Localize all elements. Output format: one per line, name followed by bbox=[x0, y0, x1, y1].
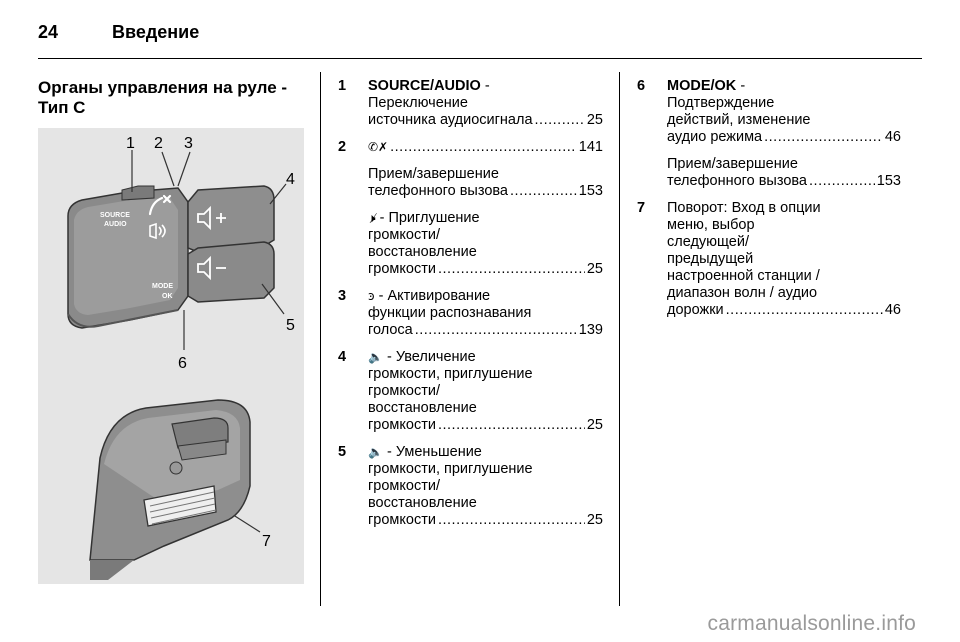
entry-line: громкости/ bbox=[368, 478, 440, 494]
entry-line: меню, выбор bbox=[667, 217, 755, 233]
page-link[interactable]: 25 bbox=[586, 512, 603, 528]
column-divider-1 bbox=[320, 72, 321, 606]
entry-paragraph bbox=[368, 210, 603, 278]
ref-text: громкости bbox=[368, 512, 436, 528]
entry-line: громкости, приглушение bbox=[368, 461, 533, 477]
page-link[interactable]: 153 bbox=[876, 173, 901, 189]
entry-paragraph bbox=[667, 200, 901, 319]
page-link[interactable]: 153 bbox=[578, 183, 603, 199]
page-reference bbox=[368, 322, 603, 339]
header-rule bbox=[38, 58, 922, 59]
page-reference bbox=[368, 112, 603, 129]
ref-text: источника аудиосигнала bbox=[368, 112, 533, 128]
callout-1: 1 bbox=[126, 135, 135, 152]
entry-line: Переключение bbox=[368, 95, 468, 111]
mute-icon: 🕨̸ bbox=[368, 211, 376, 225]
entry-line: Прием/завершение bbox=[368, 166, 499, 182]
steering-controls-illustration bbox=[38, 128, 304, 584]
watermark: carmanualsonline.info bbox=[707, 612, 916, 635]
voice-icon: ꜿ bbox=[368, 289, 375, 303]
entry-line: Поворот: Вход в опции bbox=[667, 200, 821, 216]
callout-3: 3 bbox=[184, 135, 193, 152]
entry-paragraph bbox=[368, 444, 603, 529]
ref-text: громкости bbox=[368, 261, 436, 277]
entry-line: восстановление bbox=[368, 495, 477, 511]
volume-up-icon: 🔈 bbox=[368, 350, 383, 364]
page-reference bbox=[667, 302, 901, 319]
control-entry-2 bbox=[338, 139, 603, 278]
entry-line: - bbox=[484, 78, 490, 94]
entry-line: - Увеличение bbox=[386, 349, 476, 365]
section-title: Органы управления на руле - Тип C bbox=[38, 78, 288, 117]
entry-paragraph bbox=[667, 156, 901, 190]
entry-title: SOURCE/AUDIO bbox=[368, 78, 481, 94]
entry-paragraph bbox=[368, 288, 603, 339]
ref-text: аудио режима bbox=[667, 129, 763, 145]
entry-number: 5 bbox=[338, 444, 347, 460]
control-entry-4 bbox=[338, 349, 603, 434]
page-link[interactable]: 25 bbox=[586, 261, 603, 277]
page-link[interactable]: 141 bbox=[578, 139, 603, 155]
entry-line: следующей/ bbox=[667, 234, 750, 250]
entry-line: Прием/завершение bbox=[667, 156, 798, 172]
entry-line: - Приглушение bbox=[379, 210, 480, 226]
entry-line: функции распознавания bbox=[368, 305, 532, 321]
entry-title: MODE/OK bbox=[667, 78, 737, 94]
entry-paragraph bbox=[368, 78, 603, 129]
entry-line: Подтверждение bbox=[667, 95, 775, 111]
ref-text: голоса bbox=[368, 322, 413, 338]
control-entry-1 bbox=[338, 78, 603, 129]
source-label-line2: AUDIO bbox=[104, 221, 127, 228]
page-header bbox=[38, 22, 199, 43]
entry-paragraph bbox=[368, 139, 603, 156]
page-link[interactable]: 25 bbox=[586, 112, 603, 128]
entry-line: громкости/ bbox=[368, 227, 440, 243]
entry-line: настроенной станции / bbox=[667, 268, 820, 284]
entry-number: 2 bbox=[338, 139, 347, 155]
phone-icon: ✆✗ bbox=[368, 140, 389, 154]
page-link[interactable]: 139 bbox=[578, 322, 603, 338]
control-entry-6 bbox=[637, 78, 901, 190]
entry-paragraph bbox=[667, 78, 901, 146]
callout-6: 6 bbox=[178, 355, 187, 372]
control-entry-7 bbox=[637, 200, 901, 319]
entry-line: предыдущей bbox=[667, 251, 754, 267]
entry-line: - Уменьшение bbox=[386, 444, 482, 460]
control-entry-5 bbox=[338, 444, 603, 529]
ref-text: телефонного вызова bbox=[667, 173, 808, 189]
page-reference bbox=[368, 512, 603, 529]
page-reference bbox=[368, 261, 603, 278]
page-number: 24 bbox=[38, 22, 59, 42]
callout-5: 5 bbox=[286, 317, 295, 334]
entry-number: 6 bbox=[637, 78, 646, 94]
entry-line: - Активирование bbox=[378, 288, 491, 304]
entry-line: диапазон волн / аудио bbox=[667, 285, 818, 301]
controls-list-col2 bbox=[637, 78, 901, 329]
ref-text: дорожки bbox=[667, 302, 724, 318]
controls-list-col1 bbox=[338, 78, 603, 539]
mode-label-line2: OK bbox=[162, 293, 173, 300]
entry-number: 4 bbox=[338, 349, 347, 365]
page-reference bbox=[667, 173, 901, 190]
page-link[interactable]: 25 bbox=[586, 417, 603, 433]
callout-2: 2 bbox=[154, 135, 163, 152]
source-label-line1: SOURCE bbox=[100, 212, 130, 219]
page-reference bbox=[667, 129, 901, 146]
page-reference bbox=[368, 183, 603, 200]
callout-4: 4 bbox=[286, 171, 295, 188]
page-reference bbox=[368, 417, 603, 434]
entry-line: действий, изменение bbox=[667, 112, 811, 128]
entry-line: восстановление bbox=[368, 400, 477, 416]
chapter-title: Введение bbox=[112, 22, 200, 42]
callout-7: 7 bbox=[262, 533, 271, 550]
entry-paragraph bbox=[368, 349, 603, 434]
steering-controls-figure bbox=[38, 128, 304, 584]
volume-down-icon: 🔈 bbox=[368, 445, 383, 459]
entry-line: - bbox=[740, 78, 746, 94]
mode-label-line1: MODE bbox=[152, 283, 173, 290]
page-link[interactable]: 46 bbox=[884, 129, 901, 145]
entry-number: 1 bbox=[338, 78, 347, 94]
page-link[interactable]: 46 bbox=[884, 302, 901, 318]
page-reference bbox=[368, 139, 603, 156]
ref-text: телефонного вызова bbox=[368, 183, 509, 199]
ref-text: громкости bbox=[368, 417, 436, 433]
column-divider-2 bbox=[619, 72, 620, 606]
entry-line: восстановление bbox=[368, 244, 477, 260]
entry-number: 3 bbox=[338, 288, 347, 304]
control-entry-3 bbox=[338, 288, 603, 339]
entry-line: громкости, приглушение bbox=[368, 366, 533, 382]
entry-number: 7 bbox=[637, 200, 646, 216]
entry-line: громкости/ bbox=[368, 383, 440, 399]
entry-paragraph bbox=[368, 166, 603, 200]
